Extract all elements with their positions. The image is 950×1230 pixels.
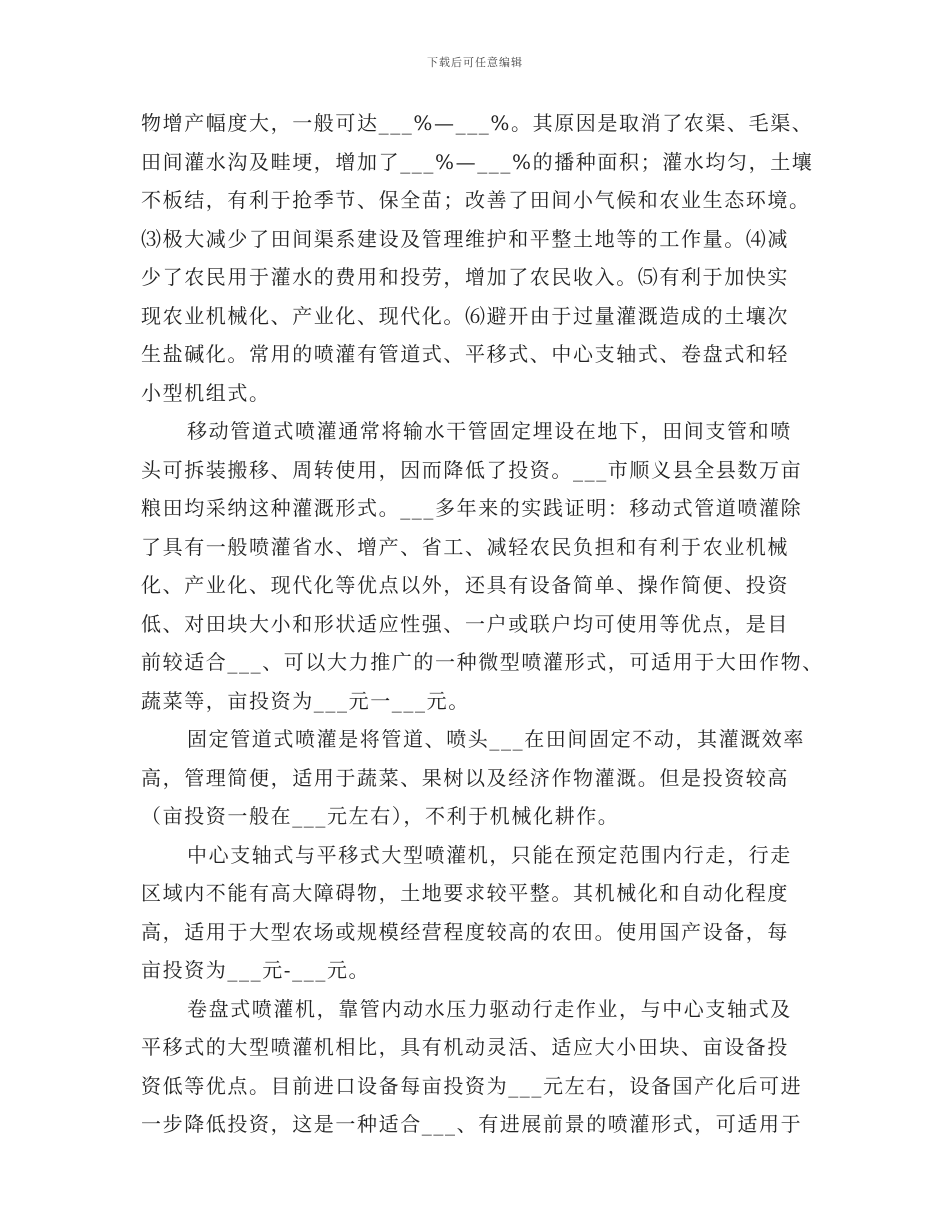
text-line: 中心支轴式与平移式大型喷灌机，只能在预定范围内行走，行走	[187, 842, 792, 867]
text-line: 亩投资为___元-___元。	[141, 958, 371, 982]
text-line: 卷盘式喷灌机，靠管内动水压力驱动行走作业，与中心支轴式及	[187, 996, 792, 1021]
page-header: 下载后可任意编辑	[427, 56, 523, 69]
text-line: 低、对田块大小和形状适应性强、一户或联户均可使用等优点，是目	[141, 611, 789, 636]
text-line: （亩投资一般在___元左右），不利于机械化耕作。	[141, 804, 620, 828]
text-line: 现农业机械化、产业化、现代化。⑹避开由于过量灌溉造成的土壤次	[141, 303, 789, 328]
text-line: 生盐碱化。常用的喷灌有管道式、平移式、中心支轴式、卷盘式和轻	[141, 342, 789, 366]
text-line: 资低等优点。目前进口设备每亩投资为___元左右，设备国产化后可进	[141, 1073, 803, 1098]
text-line: 平移式的大型喷灌机相比，具有机动灵活、适应大小田块、亩设备投	[141, 1035, 789, 1059]
text-line: 粮田均采纳这种灌溉形式。___多年来的实践证明：移动式管道喷灌除	[141, 496, 803, 520]
text-line: 高，管理简便，适用于蔬菜、果树以及经济作物灌溉。但是投资较高	[141, 765, 789, 790]
text-line: 物增产幅度大，一般可达___%—___%。其原因是取消了农渠、毛渠、	[141, 111, 814, 135]
text-line: 固定管道式喷灌是将管道、喷头___在田间固定不动，其灌溉效率	[187, 727, 805, 751]
text-line: ⑶极大减少了田间渠系建设及管理维护和平整土地等的工作量。⑷减	[141, 226, 789, 251]
text-line: 区域内不能有高大障碍物，土地要求较平整。其机械化和自动化程度	[141, 881, 789, 905]
text-line: 蔬菜等，亩投资为___元一___元。	[141, 688, 470, 713]
text-line: 高，适用于大型农场或规模经营程度较高的农田。使用国产设备，每	[141, 919, 789, 944]
text-line: 移动管道式喷灌通常将输水干管固定埋设在地下，田间支管和喷	[187, 419, 792, 443]
text-line: 了具有一般喷灌省水、增产、省工、减轻农民负担和有利于农业机械	[141, 534, 789, 559]
text-line: 不板结，有利于抢季节、保全苗；改善了田间小气候和农业生态环境。	[141, 188, 811, 212]
text-line: 前较适合___、可以大力推广的一种微型喷灌形式，可适用于大田作物、	[141, 650, 824, 674]
body-text	[141, 104, 831, 1144]
text-line: 田间灌水沟及畦埂，增加了___%—___%的播种面积；灌水均匀，土壤	[141, 149, 814, 174]
text-line: 少了农民用于灌水的费用和投劳，增加了农民收入。⑸有利于加快实	[141, 265, 789, 289]
text-line: 头可拆装搬移、周转使用，因而降低了投资。___市顺义县全县数万亩	[141, 457, 803, 482]
text-line: 化、产业化、现代化等优点以外，还具有设备简单、操作简便、投资	[141, 573, 789, 597]
text-line: 小型机组式。	[141, 380, 271, 405]
text-line: 一步降低投资，这是一种适合___、有进展前景的喷灌形式，可适用于	[141, 1112, 803, 1136]
